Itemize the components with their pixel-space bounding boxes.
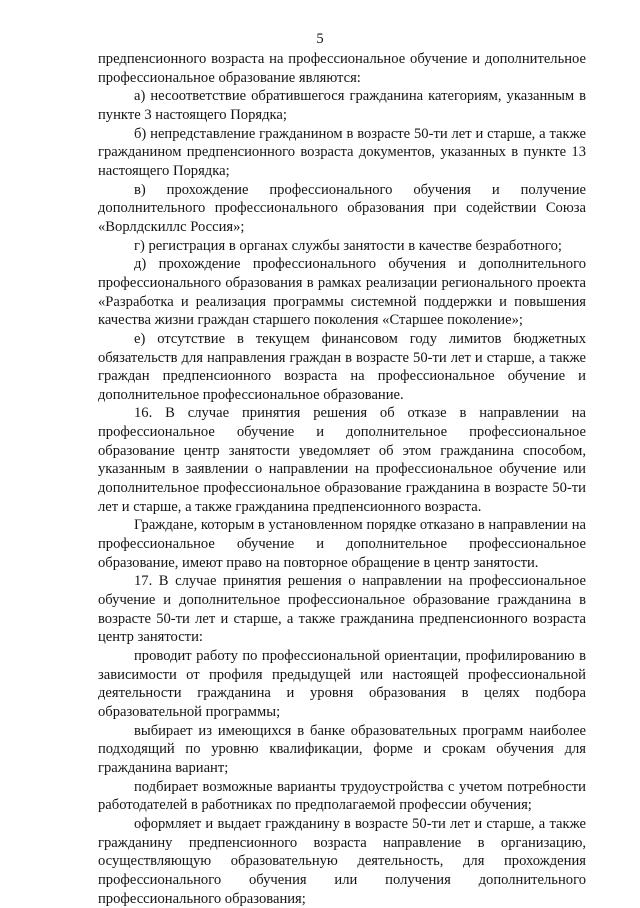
document-body [98, 50, 586, 908]
paragraph-program-selection: выбирает из имеющихся в банке образовательных программ наиболее подходящий по уровню квалификации, форме и срокам обучения для гражданина вариант; [98, 722, 586, 776]
paragraph-item-v: в) прохождение профессионального обучения и получение дополнительного профессионального образования при содействии Союза «Ворлдскиллс Россия»; [98, 181, 586, 235]
paragraph-item-e: е) отсутствие в текущем финансовом году лимитов бюджетных обязательств для направления граждан в возрасте 50-ти лет и старше, а также граждан предпенсионного возраста на профессиональное обучение и дополнительное профессиональное образование. [98, 330, 586, 403]
paragraph-orientation: проводит работу по профессиональной ориентации, профилированию в зависимости от профиля предыдущей или настоящей профессиональной деятельности гражданина и уровня образования в целях подбора образовательной программы; [98, 648, 586, 720]
paragraph-item-a: а) несоответствие обратившегося гражданина категориям, указанным в пункте 3 настоящего Порядка; [98, 88, 586, 123]
paragraph-item-d: д) прохождение профессионального обучения и дополнительного профессионального образования в рамках реализации регионального проекта «Разработка и реализация программы системной поддержки и повышения качества жизни граждан старшего поколения «Старшее поколение»; [98, 256, 586, 329]
paragraph-employment-options: подбирает возможные варианты трудоустройства с учетом потребности работодателей в работниках по предполагаемой профессии обучения; [98, 778, 586, 814]
page-number: 5 [316, 31, 324, 47]
paragraph-item-b: б) непредставление гражданином в возрасте 50-ти лет и старше, а также гражданином предпенсионного возраста документов, указанных в пункте 13 настоящего Порядка; [98, 125, 586, 179]
paragraph-clause-16: 16. В случае принятия решения об отказе в направлении на профессиональное обучение и дополнительное профессиональное образование центр занятости уведомляет об этом гражданина способом, указанным в заявлении о направлении на профессиональное обучение или дополнительное профессиональное образование гражданина в возрасте 50-ти лет и старше, а также гражданина предпенсионного возраста. [98, 405, 586, 515]
paragraph-continuation: предпенсионного возраста на профессиональное обучение и дополнительное профессиональное образование являются: [98, 51, 586, 86]
paragraph-refusal-right: Граждане, которым в установленном порядке отказано в направлении на профессиональное обучение и дополнительное профессиональное образование, имеют право на повторное обращение в центр занятости. [98, 517, 586, 571]
paragraph-clause-17: 17. В случае принятия решения о направлении на профессиональное обучение и дополнительное профессиональное образование гражданина в возрасте 50-ти лет и старше, а также гражданина предпенсионного возраста центр занятости: [98, 573, 586, 646]
paragraph-referral: оформляет и выдает гражданину в возрасте 50-ти лет и старше, а также гражданину предпенсионного возраста направление в организацию, осуществляющую образовательную деятельность, для прохождения профессионального обучения или получения дополнительного профессионального образования; [98, 815, 586, 907]
paragraph-item-g: г) регистрация в органах службы занятости в качестве безработного; [134, 237, 562, 254]
